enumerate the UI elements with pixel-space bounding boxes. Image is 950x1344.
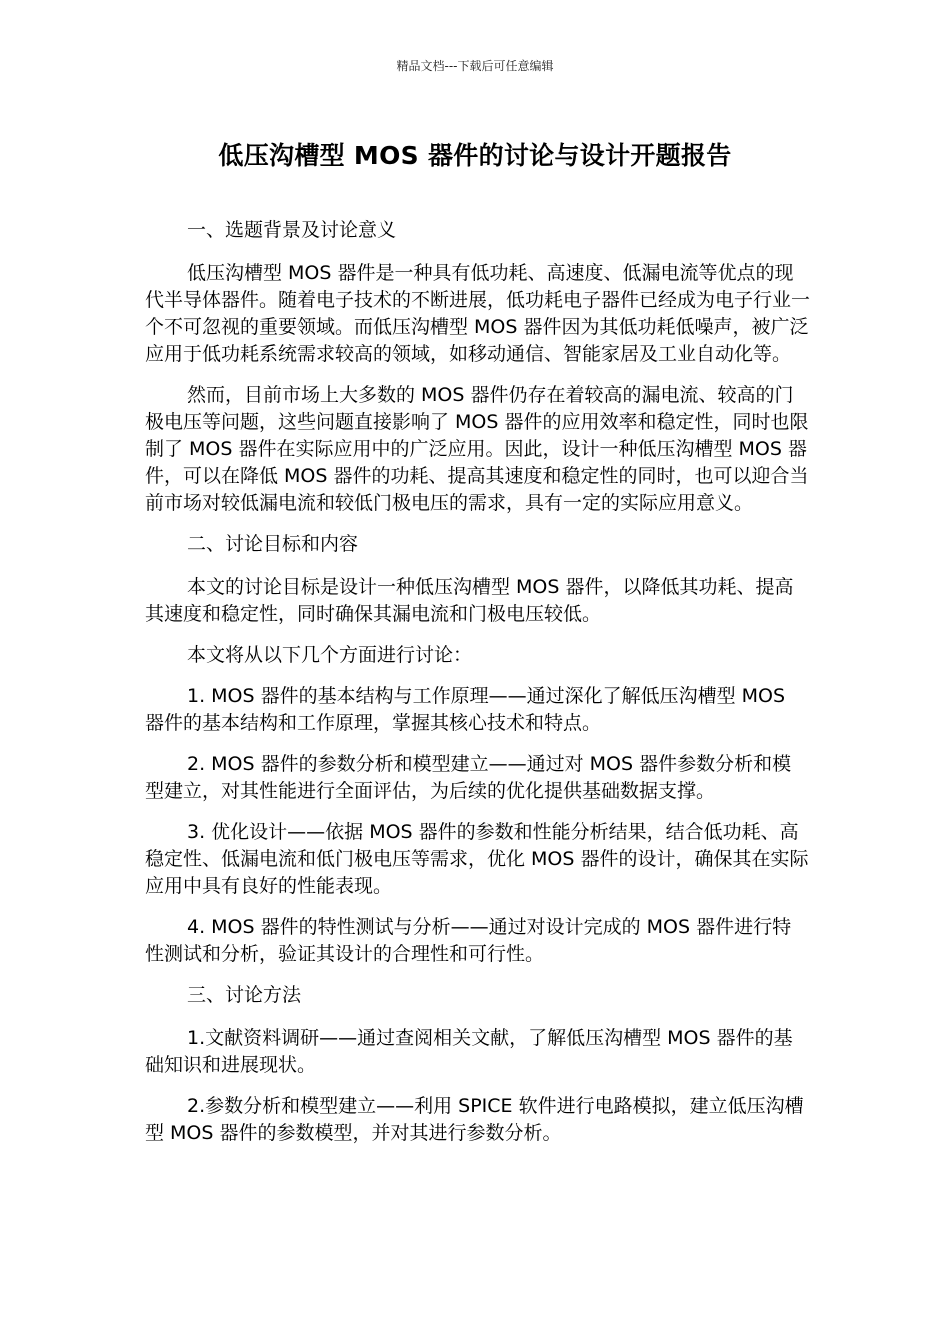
list-item: 3. 优化设计——依据 MOS 器件的参数和性能分析结果，结合低功耗、高稳定性、低漏电流和低门极电压等需求，优化 MOS 器件的设计，确保其在实际应用中具有良好的性能表现。 [145,821,809,897]
page-header: 精品文档---下载后可任意编辑 [396,59,554,73]
paragraph: 然而，目前市场上大多数的 MOS 器件仍存在着较高的漏电流、较高的门极电压等问题，这些问题直接影响了 MOS 器件的应用效率和稳定性，同时也限制了 MOS 器件在实际应用中的广泛应用。因此，设计一种低压沟槽型 MOS 器件，可以在降低 MOS 器件的功耗、提高其速度和稳定性的同时，也可以迎合当前市场对较低漏电流和较低门极电压的需求，具有一定的实际应用意义。 [145,384,809,514]
paragraph: 本文的讨论目标是设计一种低压沟槽型 MOS 器件，以降低其功耗、提高其速度和稳定性，同时确保其漏电流和门极电压较低。 [145,576,794,625]
paragraph: 低压沟槽型 MOS 器件是一种具有低功耗、高速度、低漏电流等优点的现代半导体器件。随着电子技术的不断进展，低功耗电子器件已经成为电子行业一个不可忽视的重要领域。而低压沟槽型 MOS 器件因为其低功耗低噪声，被广泛应用于低功耗系统需求较高的领域，如移动通信、智能家居及工业自动化等。 [145,262,811,365]
list-item: 1. MOS 器件的基本结构与工作原理——通过深化了解低压沟槽型 MOS 器件的基本结构和工作原理，掌握其核心技术和特点。 [145,685,786,734]
document-title: 低压沟槽型 MOS 器件的讨论与设计开题报告 [218,141,732,170]
document-body [145,217,810,1161]
list-item: 2.参数分析和模型建立——利用 SPICE 软件进行电路模拟，建立低压沟槽型 MOS 器件的参数模型，并对其进行参数分析。 [145,1095,804,1144]
paragraph: 本文将从以下几个方面进行讨论： [187,644,473,666]
section-heading-background: 一、选题背景及讨论意义 [187,219,397,241]
section-heading-methods: 三、讨论方法 [187,984,302,1006]
section-heading-goals: 二、讨论目标和内容 [187,533,359,555]
list-item: 4. MOS 器件的特性测试与分析——通过对设计完成的 MOS 器件进行特性测试和分析，验证其设计的合理性和可行性。 [145,916,792,965]
list-item: 2. MOS 器件的参数分析和模型建立——通过对 MOS 器件参数分析和模型建立，对其性能进行全面评估，为后续的优化提供基础数据支撑。 [145,753,792,802]
list-item: 1.文献资料调研——通过查阅相关文献，了解低压沟槽型 MOS 器件的基础知识和进展现状。 [145,1027,793,1076]
